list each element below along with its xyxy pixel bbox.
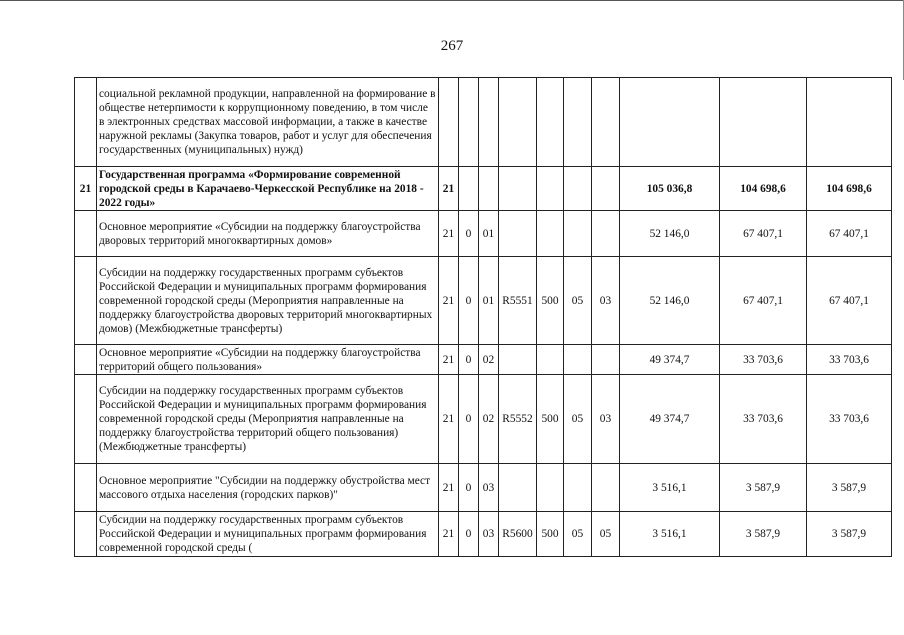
row-name: социальной рекламной продукции, направленной на формирование в обществе нетерпимости к коррупционному поведению, в том числе в электронных средствах массовой информации, а также в качестве наружной рекламы (Закупка товаров, работ и услуг для обеспечения государственных (муниципальных) нужд) <box>97 78 439 167</box>
page-number: 267 <box>440 38 464 54</box>
amount-year-2 <box>720 78 807 167</box>
amount-year-3: 67 407,1 <box>807 257 892 345</box>
code-measure: 02 <box>479 345 499 375</box>
amount-year-3: 3 587,9 <box>807 512 892 557</box>
code-expense-type <box>537 167 564 211</box>
row-index <box>75 512 97 557</box>
table-row <box>75 512 892 557</box>
amount-year-3: 3 587,9 <box>807 464 892 512</box>
amount-year-1: 52 146,0 <box>620 211 720 257</box>
code-subprogram: 0 <box>459 211 479 257</box>
table-body <box>75 78 892 557</box>
code-direction <box>499 78 537 167</box>
code-subprogram <box>459 78 479 167</box>
amount-year-1: 52 146,0 <box>620 257 720 345</box>
page-top-edge <box>0 0 904 2</box>
code-direction: R5600 <box>499 512 537 557</box>
budget-table <box>74 77 892 557</box>
row-index <box>75 78 97 167</box>
code-subprogram: 0 <box>459 512 479 557</box>
code-program: 21 <box>439 257 459 345</box>
row-name: Основное мероприятие "Субсидии на поддержку обустройства мест массового отдыха населения (городских парков)" <box>97 464 439 512</box>
code-subsection <box>592 464 620 512</box>
amount-year-1: 3 516,1 <box>620 512 720 557</box>
amount-year-1: 49 374,7 <box>620 345 720 375</box>
table-row <box>75 167 892 211</box>
code-subsection: 05 <box>592 512 620 557</box>
code-measure: 03 <box>479 464 499 512</box>
code-measure <box>479 78 499 167</box>
row-name: Государственная программа «Формирование современной городской среды в Карачаево-Черкесской Республике на 2018 - 2022 годы» <box>97 167 439 211</box>
amount-year-3: 104 698,6 <box>807 167 892 211</box>
table-row <box>75 211 892 257</box>
amount-year-1: 49 374,7 <box>620 375 720 464</box>
code-expense-type: 500 <box>537 512 564 557</box>
code-direction <box>499 345 537 375</box>
row-index <box>75 345 97 375</box>
code-subprogram: 0 <box>459 375 479 464</box>
code-expense-type <box>537 464 564 512</box>
row-index: 21 <box>75 167 97 211</box>
row-name: Основное мероприятие «Субсидии на поддержку благоустройства территорий общего пользования» <box>97 345 439 375</box>
code-expense-type <box>537 78 564 167</box>
code-subsection: 03 <box>592 375 620 464</box>
amount-year-2: 33 703,6 <box>720 375 807 464</box>
code-program <box>439 78 459 167</box>
code-subprogram <box>459 167 479 211</box>
amount-year-3: 67 407,1 <box>807 211 892 257</box>
row-index <box>75 257 97 345</box>
code-expense-type <box>537 345 564 375</box>
code-measure: 02 <box>479 375 499 464</box>
code-direction <box>499 167 537 211</box>
code-direction: R5552 <box>499 375 537 464</box>
code-subprogram: 0 <box>459 345 479 375</box>
code-section <box>564 464 592 512</box>
table-row <box>75 345 892 375</box>
row-index <box>75 375 97 464</box>
code-expense-type <box>537 211 564 257</box>
amount-year-2: 33 703,6 <box>720 345 807 375</box>
amount-year-2: 3 587,9 <box>720 464 807 512</box>
row-name: Субсидии на поддержку государственных программ субъектов Российской Федерации и муниципальных программ формирования современной городской среды (Мероприятия направленные на поддержку благоустройства дворовых территорий многоквартирных домов) (Межбюджетные трансферты) <box>97 257 439 345</box>
code-direction <box>499 464 537 512</box>
code-section <box>564 167 592 211</box>
code-subsection <box>592 345 620 375</box>
row-index <box>75 211 97 257</box>
table-row <box>75 257 892 345</box>
code-subsection: 03 <box>592 257 620 345</box>
amount-year-3: 33 703,6 <box>807 345 892 375</box>
code-measure: 01 <box>479 211 499 257</box>
code-direction <box>499 211 537 257</box>
code-measure: 03 <box>479 512 499 557</box>
code-program: 21 <box>439 464 459 512</box>
row-name: Основное мероприятие «Субсидии на поддержку благоустройства дворовых территорий многоквартирных домов» <box>97 211 439 257</box>
code-program: 21 <box>439 211 459 257</box>
code-measure <box>479 167 499 211</box>
row-name: Субсидии на поддержку государственных программ субъектов Российской Федерации и муниципальных программ формирования современной городской среды ( <box>97 512 439 557</box>
amount-year-1: 3 516,1 <box>620 464 720 512</box>
code-subprogram: 0 <box>459 464 479 512</box>
amount-year-2: 67 407,1 <box>720 211 807 257</box>
code-section <box>564 211 592 257</box>
code-section: 05 <box>564 257 592 345</box>
code-section <box>564 78 592 167</box>
amount-year-3 <box>807 78 892 167</box>
amount-year-1 <box>620 78 720 167</box>
code-program: 21 <box>439 345 459 375</box>
amount-year-3: 33 703,6 <box>807 375 892 464</box>
code-program: 21 <box>439 512 459 557</box>
code-subsection <box>592 167 620 211</box>
code-section: 05 <box>564 512 592 557</box>
code-direction: R5551 <box>499 257 537 345</box>
amount-year-2: 3 587,9 <box>720 512 807 557</box>
row-name: Субсидии на поддержку государственных программ субъектов Российской Федерации и муниципальных программ формирования современной городской среды (Мероприятия направленные на поддержку благоустройства территорий общего пользования) (Межбюджетные трансферты) <box>97 375 439 464</box>
table-row <box>75 375 892 464</box>
amount-year-2: 104 698,6 <box>720 167 807 211</box>
table-row <box>75 78 892 167</box>
code-subprogram: 0 <box>459 257 479 345</box>
code-expense-type: 500 <box>537 257 564 345</box>
code-section: 05 <box>564 375 592 464</box>
code-program: 21 <box>439 167 459 211</box>
code-subsection <box>592 78 620 167</box>
code-program: 21 <box>439 375 459 464</box>
code-expense-type: 500 <box>537 375 564 464</box>
code-subsection <box>592 211 620 257</box>
amount-year-1: 105 036,8 <box>620 167 720 211</box>
amount-year-2: 67 407,1 <box>720 257 807 345</box>
code-section <box>564 345 592 375</box>
table-row <box>75 464 892 512</box>
code-measure: 01 <box>479 257 499 345</box>
row-index <box>75 464 97 512</box>
